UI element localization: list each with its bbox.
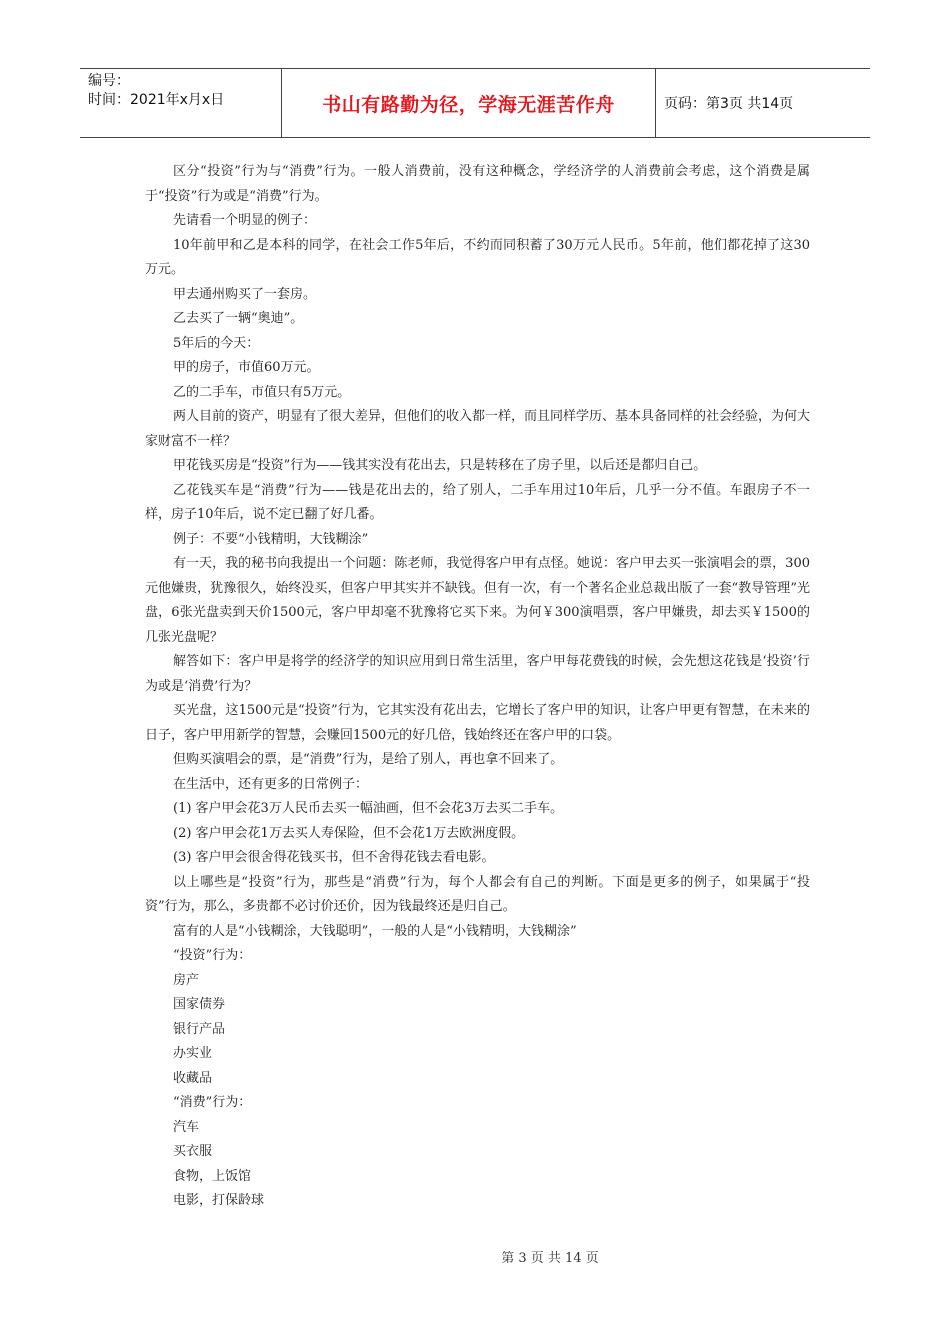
document-number-label: 编号： <box>88 73 130 89</box>
header-meta <box>80 69 282 137</box>
paragraph: 两人目前的资产，明显有了很大差异，但他们的收入都一样，而且同样学历、基本具备同样的社会经验，为何大家财富不一样？ <box>145 409 811 449</box>
document-body <box>145 160 810 1214</box>
paragraph: 区分“投资”行为与“消费”行为。一般人消费前，没有这种概念，学经济学的人消费前会考虑，这个消费是属于“投资”行为或是“消费”行为。 <box>145 164 810 204</box>
paragraph: 以上哪些是“投资”行为，那些是“消费”行为，每个人都会有自己的判断。下面是更多的例子，如果属于“投资”行为，那么，多贵都不必讨价还价，因为钱最终还是归自己。 <box>145 874 810 914</box>
paragraph: 买光盘，这1500元是“投资”行为，它其实没有花出去，它增长了客户甲的知识，让客户甲更有智慧，在未来的日子，客户甲用新学的智慧，会赚回1500元的好几倍，钱始终还在客户甲的口袋。 <box>145 703 810 743</box>
document-date-label: 时间：2021年x月x日 <box>88 92 225 108</box>
section-heading: “消费”行为： <box>173 1095 252 1110</box>
list-item: 电影，打保龄球 <box>173 1193 265 1208</box>
paragraph: 乙花钱买车是“消费”行为——钱是花出去的，给了别人，二手车用过10年后，几乎一分不值。车跟房子不一样，房子10年后，说不定已翻了好几番。 <box>145 482 810 522</box>
list-item: (1) 客户甲会花3万人民币去买一幅油画，但不会花3万去买二手车。 <box>173 801 564 816</box>
list-item: (3) 客户甲会很舍得花钱买书，但不舍得花钱去看电影。 <box>173 850 495 865</box>
list-item: 房产 <box>173 972 200 988</box>
header-motto: 书山有路勤为径，学海无涯苦作舟 <box>322 93 615 116</box>
header-page-info: 页码：第3页 共14页 <box>664 96 794 112</box>
paragraph: 在生活中，还有更多的日常例子： <box>173 776 369 792</box>
list-item: 买衣服 <box>173 1144 213 1159</box>
header-motto-cell <box>282 69 656 137</box>
paragraph: 甲花钱买房是“投资”行为——钱其实没有花出去，只是转移在了房子里，以后还是都归自己。 <box>173 458 707 473</box>
paragraph: 但购买演唱会的票，是“消费”行为，是给了别人，再也拿不回来了。 <box>173 752 564 767</box>
paragraph: 富有的人是“小钱糊涂，大钱聪明”，一般的人是“小钱精明，大钱糊涂” <box>173 923 577 939</box>
page-header <box>80 68 870 138</box>
list-item: 食物，上饭馆 <box>173 1168 252 1184</box>
paragraph: 先请看一个明显的例子： <box>173 213 317 228</box>
paragraph: 乙去买了一辆“奥迪”。 <box>173 311 304 326</box>
list-item: 办实业 <box>173 1046 213 1061</box>
page-footer: 第 3 页 共 14 页 <box>501 1251 599 1266</box>
paragraph: 5年后的今天： <box>173 335 260 351</box>
list-item: 银行产品 <box>173 1021 226 1037</box>
paragraph: 解答如下：客户甲是将学的经济学的知识应用到日常生活里，客户甲每花费钱的时候，会先想这花钱是‘投资’行为或是‘消费’行为？ <box>145 654 810 694</box>
paragraph: 甲去通州购买了一套房。 <box>173 286 317 302</box>
paragraph: 有一天，我的秘书向我提出一个问题：陈老师，我觉得客户甲有点怪。她说：客户甲去买一张演唱会的票，300元他嫌贵，犹豫很久，始终没买，但客户甲其实并不缺钱。但有一次，有一个著名企业总裁出版了一套“教导管理”光盘，6张光盘卖到天价1500元，客户甲却毫不犹豫将它买下来。为何￥300演唱票，客户甲嫌贵，却去买￥1500的几张光盘呢？ <box>145 556 810 645</box>
list-item: (2) 客户甲会花1万去买人寿保险，但不会花1万去欧洲度假。 <box>173 825 525 841</box>
paragraph: 乙的二手车，市值只有5万元。 <box>173 384 351 400</box>
list-item: 国家债券 <box>173 997 226 1012</box>
paragraph: 例子：不要“小钱精明，大钱糊涂” <box>173 531 369 547</box>
section-heading: “投资”行为： <box>173 948 252 963</box>
list-item: 汽车 <box>173 1119 200 1135</box>
header-page-info-cell <box>656 69 870 137</box>
list-item: 收藏品 <box>173 1070 213 1086</box>
paragraph: 10年前甲和乙是本科的同学，在社会工作5年后，不约而同积蓄了30万元人民币。5年前，他们都花掉了这30万元。 <box>145 237 810 277</box>
paragraph: 甲的房子，市值60万元。 <box>173 360 320 375</box>
